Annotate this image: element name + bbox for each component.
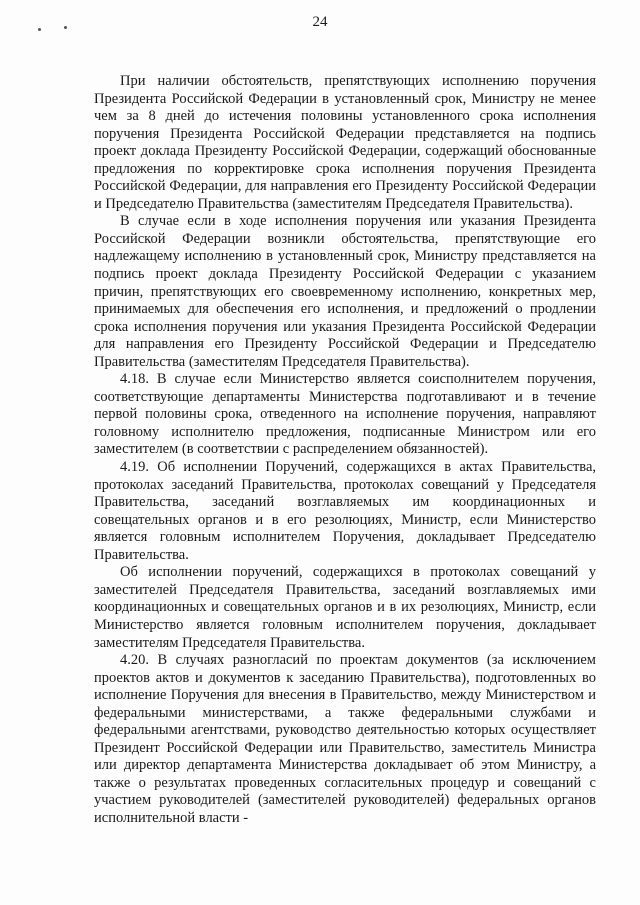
paragraph-4-18: 4.18. В случае если Министерство является соисполнителем поручения, соответствующие департаменты Министерства подготавливают и в течение первой половины срока, отведенного на исполнение поручения, направляют головному исполнителю предложения, подписанные Министром или его заместителем (в соответствии с распределением обязанностей). [94, 371, 596, 458]
paragraph-execution-obstacles: В случае если в ходе исполнения поручения или указания Президента Российской Федерации возникли обстоятельства, препятствующие его надлежащему исполнению в установленный срок, Министру представляется на подпись проект доклада Президенту Российской Федерации с указанием причин, препятствующих его своевременному исполнению, конкретных мер, принимаемых для обеспечения его исполнения, и предложений о продлении срока исполнения поручения или указания Президента Российской Федерации для направления его Президенту Российской Федерации и Председателю Правительства (заместителям Председателя Правительства). [94, 213, 596, 370]
paragraph-4-19-deputies: Об исполнении поручений, содержащихся в протоколах совещаний у заместителей Председателя Правительства, заседаний возглавляемых ими координационных и совещательных органов и в их резолюциях, Министр, если Министерство является головным исполнителем поручения, докладывает заместителям Председателя Правительства. [94, 564, 596, 651]
paragraph-deadline-obstacles: При наличии обстоятельств, препятствующих исполнению поручения Президента Российской Федерации в установленный срок, Министру не менее чем за 8 дней до истечения половины установленного срока исполнения поручения Президента Российской Федерации представляется на подпись проект доклада Президенту Российской Федерации, содержащий обоснованные предложения по корректировке срока исполнения поручения Президента Российской Федерации, для направления его Президенту Российской Федерации и Председателю Правительства (заместителям Председателя Правительства). [94, 73, 596, 212]
page-number: 24 [312, 14, 328, 30]
paragraph-4-19: 4.19. Об исполнении Поручений, содержащихся в актах Правительства, протоколах заседаний Правительства, протоколах совещаний у Председателя Правительства, заседаний возглавляемых им координационных и совещательных органов и в его резолюциях, Министр, если Министерство является головным исполнителем Поручения, докладывает Председателю Правительства. [94, 459, 596, 563]
paragraph-4-20: 4.20. В случаях разногласий по проектам документов (за исключением проектов актов и документов к заседанию Правительства), подготовленных во исполнение Поручения для внесения в Правительство, между Министерством и федеральными министерствами, а также федеральными службами и федеральными агентствами, руководство деятельностью которых осуществляет Президент Российской Федерации или Правительство, заместитель Министра или директор департамента Министерства докладывает об этом Министру, а также о результатах проведенных согласительных процедур и совещаний с участием руководителей (заместителей руководителей) федеральных органов исполнительной власти - [94, 652, 596, 826]
document-body [94, 73, 596, 828]
